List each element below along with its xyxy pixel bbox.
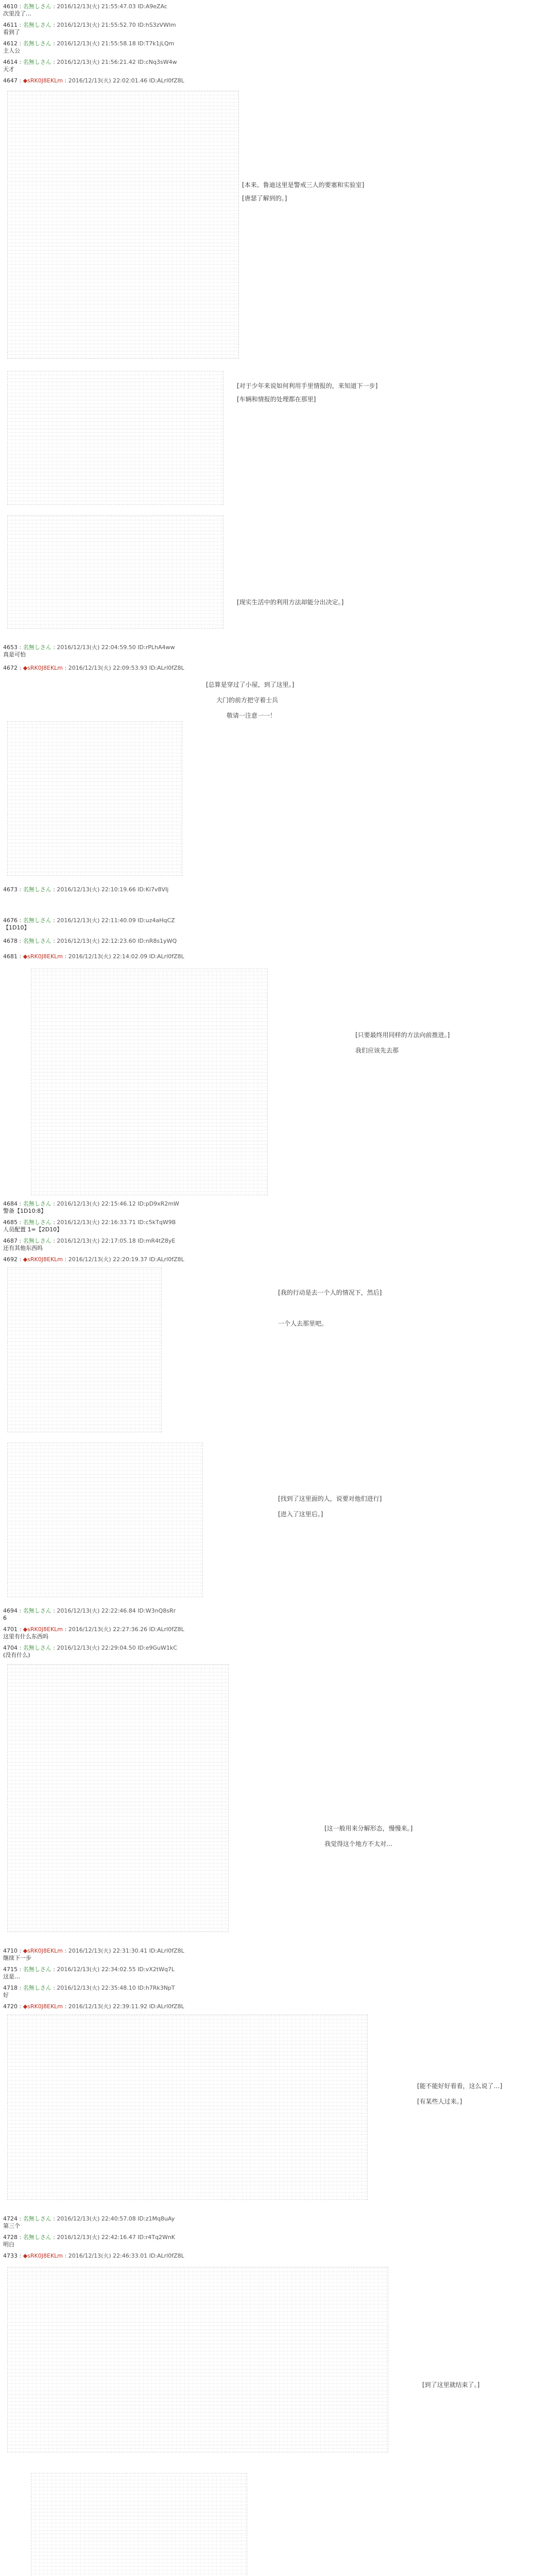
post: 4694 : 名無しさん : 2016/12/13(火) 22:22:46.84 ID:W3nQ8sRr 6: [3, 1607, 176, 1621]
ascii-art-figure: [7, 1443, 203, 1597]
post: 4715 : 名無しさん : 2016/12/13(火) 22:34:02.55 ID:vX2tWq7L 这是…: [3, 1966, 175, 1980]
dialogue-line: [唐瑟了解到的。]: [242, 195, 287, 202]
post: 4718 : 名無しさん : 2016/12/13(火) 22:35:48.10 ID:h7Rk3NpT 好: [3, 1985, 175, 1998]
post: 4710 : ◆sRK0J8EKLm : 2016/12/13(火) 22:31:30.41 ID:ALrl0fZ8L 继续下一步: [3, 1947, 184, 1961]
dialogue-line: [这一般用来分解形态，慢慢来。]: [324, 1825, 413, 1832]
post: 4678 : 名無しさん : 2016/12/13(火) 22:12:23.60 ID:nR8s1yWQ: [3, 938, 177, 944]
dialogue-line: [现实生活中的利用方法却能分出决定。]: [237, 599, 344, 606]
post: 4704 : 名無しさん : 2016/12/13(火) 22:29:04.50 ID:e9GuW1kC (没有什么): [3, 1645, 177, 1658]
ascii-art-figure: [31, 969, 268, 1195]
dialogue-line: [只要最终用同样的方法向前推进。]: [355, 1031, 450, 1039]
post: 4687 : 名無しさん : 2016/12/13(火) 22:17:05.18 ID:mR4tZ8yE 还有其他东西吗: [3, 1238, 176, 1251]
post: 4692 : ◆sRK0J8EKLm : 2016/12/13(火) 22:20:19.37 ID:ALrl0fZ8L: [3, 1256, 184, 1263]
ascii-art-figure: [7, 721, 182, 876]
post: 4684 : 名無しさん : 2016/12/13(火) 22:15:46.12 ID:pD9xR2mW 警备【1D10:8】: [3, 1200, 179, 1214]
dialogue-line: 我们应该先去那: [355, 1047, 399, 1054]
post: 4685 : 名無しさん : 2016/12/13(火) 22:16:33.71 ID:c5kTqW9B 人员配置 1=【2D10】: [3, 1219, 176, 1233]
dialogue-line: [总算是穿过了小屋，到了这里。]: [206, 681, 295, 688]
dialogue-line: 一个人去那里吧。: [278, 1320, 328, 1327]
post: 4610 : 名無しさん : 2016/12/13(火) 21:55:47.03 ID:A9eZAc 次里没了…: [3, 3, 167, 17]
post: 4611 : 名無しさん : 2016/12/13(火) 21:55:52.70 ID:hS3zVWlm 看到了: [3, 22, 176, 36]
post: 4733 : ◆sRK0J8EKLm : 2016/12/13(火) 22:46:33.01 ID:ALrl0fZ8L: [3, 2252, 184, 2259]
dialogue-line: [对于少年来说如何利用手里情报的，来知道下一步]: [237, 382, 378, 389]
post: 4647 : ◆sRK0J8EKLm : 2016/12/13(火) 22:02:01.46 ID:ALrl0fZ8L: [3, 77, 184, 84]
ascii-art-figure: [7, 371, 223, 505]
dialogue-line: [本来、鲁迪这里是警戒三人的要塞和实验室]: [242, 181, 365, 189]
post: 4614 : 名無しさん : 2016/12/13(火) 21:56:21.42 ID:cNq3sW4w 天才: [3, 59, 177, 73]
post: 4724 : 名無しさん : 2016/12/13(火) 22:40:57.08 ID:z1Mq8uAy 第三个: [3, 2215, 175, 2229]
dialogue-line: [到了这里就结束了。]: [422, 2381, 480, 2388]
ascii-art-figure: [7, 1664, 229, 1932]
ascii-art-figure: [7, 1267, 162, 1432]
post: 4728 : 名無しさん : 2016/12/13(火) 22:42:16.47 ID:r4Tq2WnK 明白: [3, 2234, 175, 2248]
dialogue-line: [车辆和情报的处理都在那里]: [237, 396, 316, 403]
post: 4612 : 名無しさん : 2016/12/13(火) 21:55:58.18 ID:T7k1jLQm 主人公: [3, 40, 175, 54]
ascii-art-figure: [7, 515, 223, 629]
dialogue-line: [有某些人过来。]: [417, 2098, 462, 2105]
dialogue-line: 敬请一注意一一！: [227, 712, 277, 719]
ascii-art-figure: [7, 2014, 368, 2200]
ascii-art-figure: [7, 2267, 388, 2452]
ascii-art-figure: [7, 91, 239, 359]
post: 4676 : 名無しさん : 2016/12/13(火) 22:11:40.09 ID:uz4aHqCZ 【1D10】: [3, 917, 175, 931]
post: 4673 : 名無しさん : 2016/12/13(火) 22:10:19.66 ID:Ki7v8VIj: [3, 886, 169, 893]
post: 4681 : ◆sRK0J8EKLm : 2016/12/13(火) 22:14:02.09 ID:ALrl0fZ8L: [3, 953, 184, 960]
post: 4672 : ◆sRK0J8EKLm : 2016/12/13(火) 22:09:53.93 ID:ALrl0fZ8L: [3, 665, 184, 671]
dialogue-line: 我觉得这个地方不太对…: [324, 1840, 393, 1848]
post: 4653 : 名無しさん : 2016/12/13(火) 22:04:59.50 ID:rPLhA4ww 真是可怕: [3, 644, 175, 658]
post: 4720 : ◆sRK0J8EKLm : 2016/12/13(火) 22:39:11.92 ID:ALrl0fZ8L: [3, 2003, 184, 2010]
post: 4701 : ◆sRK0J8EKLm : 2016/12/13(火) 22:27:36.26 ID:ALrl0fZ8L 这里有什么东西吗: [3, 1626, 184, 1640]
dialogue-line: [能不能好好看看，这么说了…]: [417, 2082, 503, 2090]
dialogue-line: 大门的前方把守着士兵: [216, 697, 279, 704]
ascii-art-figure: [31, 2473, 247, 2576]
dialogue-line: [找到了这里面的人，说要对他们进行]: [278, 1495, 382, 1502]
dialogue-line: [我的行动是去一个人的情况下，然后]: [278, 1289, 382, 1296]
dialogue-line: [进入了这里后。]: [278, 1511, 323, 1518]
